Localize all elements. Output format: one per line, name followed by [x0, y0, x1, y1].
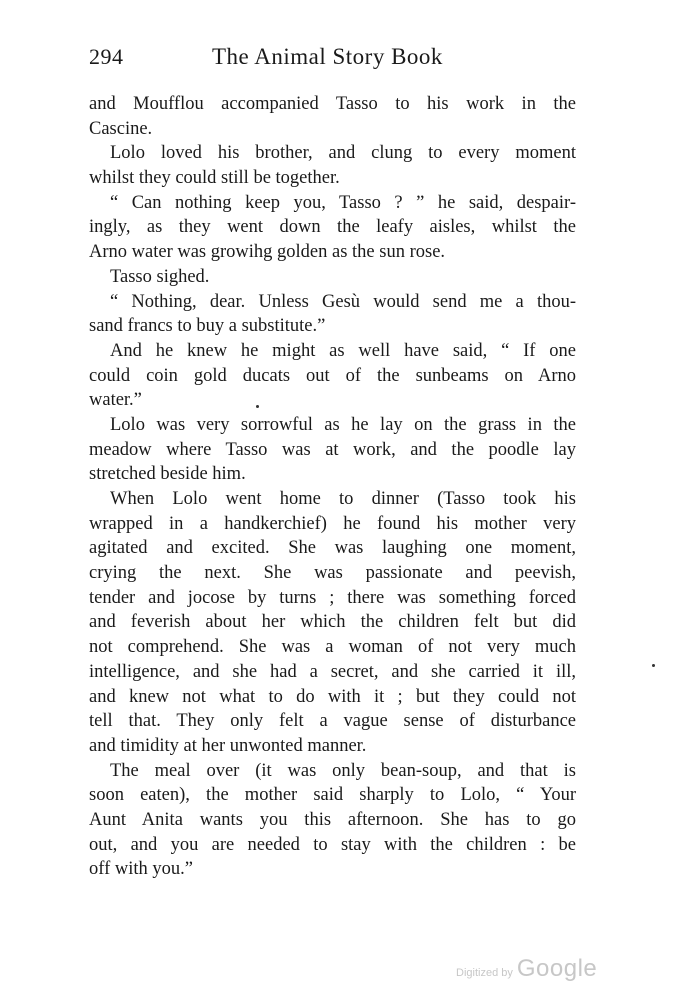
text-line: agitated and excited. She was laughing one moment,: [89, 538, 576, 559]
text-line: “ Nothing, dear. Unless Gesù would send me a thou-: [110, 291, 576, 312]
text-line: Lolo was very sorrowful as he lay on the grass in the: [110, 414, 576, 435]
watermark-brand: Google: [516, 955, 598, 982]
scan-speck: [652, 664, 655, 667]
text-line: “ Can nothing keep you, Tasso ? ” he said, despair-: [110, 192, 576, 213]
text-line: crying the next. She was passionate and peevish,: [89, 563, 576, 584]
text-line: And he knew he might as well have said, “ If one: [110, 340, 576, 361]
text-line: not comprehend. She was a woman of not very much: [89, 637, 576, 658]
text-line: intelligence, and she had a secret, and she carried it ill,: [89, 661, 576, 682]
text-line: out, and you are needed to stay with the children : be: [89, 834, 576, 855]
text-line: and feverish about her which the children felt but did: [89, 612, 576, 633]
text-line: When Lolo went home to dinner (Tasso took his: [110, 489, 576, 509]
text-line: stretched beside him.: [89, 464, 246, 485]
text-line: Lolo loved his brother, and clung to every moment: [110, 143, 576, 164]
scan-speck: [256, 405, 259, 408]
body-text: [89, 92, 576, 882]
text-line: Tasso sighed.: [110, 266, 210, 287]
text-line: water.”: [89, 390, 142, 411]
digitized-watermark: [456, 955, 597, 983]
text-line: The meal over (it was only bean-soup, and that is: [110, 760, 576, 781]
text-line: sand francs to buy a substitute.”: [89, 316, 326, 337]
text-line: Cascine.: [89, 118, 153, 139]
text-line: ingly, as they went down the leafy aisles, whilst the: [89, 217, 576, 238]
text-line: whilst they could still be together.: [89, 168, 340, 189]
text-line: Arno water was growihg golden as the sun rose.: [89, 242, 446, 263]
text-line: soon eaten), the mother said sharply to Lolo, “ Your: [89, 785, 576, 806]
text-line: could coin gold ducats out of the sunbeams on Arno: [89, 365, 576, 386]
text-line: meadow where Tasso was at work, and the poodle lay: [89, 439, 576, 460]
text-line: tell that. They only felt a vague sense of disturbance: [89, 711, 576, 732]
running-head-title: The Animal Story Book: [212, 44, 443, 69]
text-line: and knew not what to do with it ; but they could not: [89, 686, 576, 707]
text-line: Aunt Anita wants you this afternoon. She has to go: [89, 809, 576, 830]
watermark-prefix: Digitized by: [456, 967, 513, 979]
text-line: tender and jocose by turns ; there was something forced: [89, 587, 576, 608]
page-number: 294: [89, 44, 124, 69]
text-line: and timidity at her unwonted manner.: [89, 735, 367, 756]
text-line: and Moufflou accompanied Tasso to his work in the: [89, 94, 576, 114]
text-line: wrapped in a handkerchief) he found his mother very: [89, 513, 576, 534]
text-line: off with you.”: [89, 859, 193, 880]
